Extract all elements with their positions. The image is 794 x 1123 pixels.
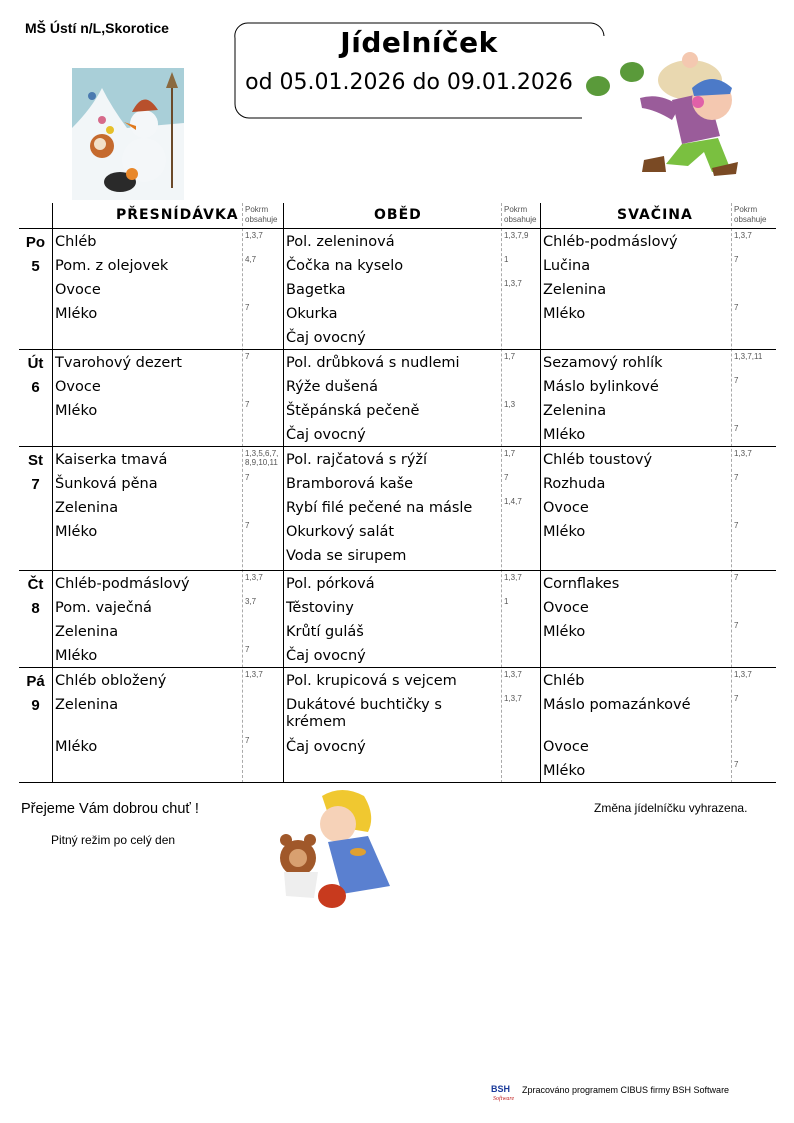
menu-item: Chléb-podmáslový [55, 576, 190, 592]
allergen-codes: 7 [245, 736, 250, 745]
allergen-codes [245, 279, 283, 303]
menu-cell-svacina [543, 448, 728, 544]
menu-item: Čaj ovocný [286, 739, 366, 755]
allergen-codes: 1,3,7 [245, 670, 263, 679]
allergen-cell [504, 449, 542, 569]
menu-item: Sezamový rohlík [543, 355, 663, 371]
allergen-codes: 3,7 [245, 597, 257, 606]
allergen-codes: 7 [734, 573, 739, 582]
menu-item: Okurka [286, 306, 338, 322]
allergen-codes: 1,3,7 [245, 231, 263, 240]
menu-item: Mléko [543, 763, 586, 779]
allergen-cell [245, 231, 283, 327]
drinking-regime-note: Pitný režim po celý den [51, 833, 176, 847]
date-range: od 05.01.2026 do 09.01.2026 [245, 70, 573, 95]
menu-item: Ovoce [543, 739, 589, 755]
allergen-codes: 7 [734, 621, 739, 630]
allergen-cell [734, 231, 772, 327]
menu-item: Rozhuda [543, 476, 606, 492]
allergen-cell [504, 352, 542, 448]
allergen-header: Pokrm obsahuje [734, 205, 767, 224]
allergen-codes: 1,3,7 [734, 449, 752, 458]
allergen-codes: 1 [504, 255, 509, 264]
menu-item: Ovoce [543, 600, 589, 616]
allergen-codes: 7 [734, 760, 739, 769]
good-appetite-wish: Přejeme Vám dobrou chuť ! [21, 801, 199, 817]
allergen-codes: 1,3,7 [245, 573, 263, 582]
menu-item: Mléko [543, 524, 586, 540]
allergen-codes: 7 [245, 521, 250, 530]
menu-item: Pol. drůbková s nudlemi [286, 355, 460, 371]
allergen-cell [504, 573, 542, 669]
day-label [19, 447, 52, 497]
allergen-divider [731, 203, 732, 783]
allergen-codes: 7 [245, 473, 250, 482]
allergen-codes: 1,3,7 [504, 279, 522, 288]
bsh-software-logo [490, 1082, 518, 1102]
menu-item: Štěpánská pečeně [286, 403, 420, 419]
svg-text:Software: Software [493, 1096, 515, 1102]
allergen-codes: 7 [734, 424, 739, 433]
menu-item: Šunková pěna [55, 476, 158, 492]
allergen-codes: 7 [245, 352, 250, 361]
menu-cell-presnidavka [55, 572, 239, 668]
allergen-codes: 1 [504, 597, 509, 606]
allergen-codes [504, 545, 542, 569]
menu-item: Pol. rajčatová s rýží [286, 452, 428, 468]
allergen-codes: 1,3,7 [504, 694, 522, 703]
day-name: Po [25, 234, 46, 251]
menu-item: Ovoce [55, 379, 101, 395]
day-name: St [28, 452, 43, 469]
allergen-header: Pokrm obsahuje [504, 205, 537, 224]
allergen-codes: 1,3,7 [504, 670, 522, 679]
column-header-presnidavka: PŘESNÍDÁVKA [116, 207, 239, 223]
menu-item: Rybí filé pečené na másle [286, 500, 473, 516]
allergen-codes: 1,3,7,9 [504, 231, 529, 240]
menu-item: Ovoce [55, 282, 101, 298]
allergen-codes: 1,3,5,6,7, 8,9,10,11 [245, 449, 279, 467]
column-header-svacina: SVAČINA [617, 207, 693, 223]
column-header-obed: OBĚD [374, 207, 422, 223]
allergen-codes: 7 [734, 303, 739, 312]
allergen-codes [504, 376, 542, 400]
menu-item: Těstoviny [286, 600, 354, 616]
allergen-codes: 7 [734, 694, 739, 703]
column-divider [283, 203, 284, 783]
menu-change-note: Změna jídelníčku vyhrazena. [594, 801, 748, 815]
allergen-cell [245, 670, 283, 760]
allergen-cell [734, 670, 772, 784]
header-divider [19, 228, 776, 229]
allergen-codes [245, 694, 283, 736]
menu-item: Mléko [543, 306, 586, 322]
allergen-codes [504, 303, 542, 327]
day-label [19, 571, 52, 621]
menu-item: Pol. zeleninová [286, 234, 395, 250]
menu-item: Pom. z olejovek [55, 258, 169, 274]
day-date: 7 [31, 476, 40, 493]
menu-item: Pol. pórková [286, 576, 375, 592]
day-label [19, 350, 52, 400]
day-date: 8 [31, 600, 40, 617]
allergen-codes: 7 [734, 473, 739, 482]
allergen-codes: 4,7 [245, 255, 257, 264]
menu-item: Chléb obložený [55, 673, 167, 689]
menu-item: Mléko [55, 524, 98, 540]
allergen-codes [504, 621, 542, 645]
day-column-divider [52, 203, 53, 783]
allergen-cell [245, 573, 283, 669]
menu-item: Okurkový salát [286, 524, 395, 540]
menu-item: Čaj ovocný [286, 427, 366, 443]
menu-cell-obed [286, 230, 498, 350]
allergen-codes [504, 424, 542, 448]
allergen-cell [504, 231, 542, 351]
allergen-divider [501, 203, 502, 783]
menu-cell-svacina [543, 230, 728, 326]
allergen-codes: 1,7 [504, 352, 516, 361]
menu-cell-obed [286, 351, 498, 447]
page-title: Jídelníček [340, 26, 498, 59]
allergen-divider [242, 203, 243, 783]
allergen-codes: 1,3,7,11 [734, 352, 763, 361]
menu-item: Bagetka [286, 282, 346, 298]
menu-item: Rýže dušená [286, 379, 378, 395]
menu-item: Chléb [543, 673, 585, 689]
allergen-codes: 1,4,7 [504, 497, 522, 506]
day-date: 5 [31, 258, 40, 275]
allergen-codes [245, 621, 283, 645]
menu-item: Zelenina [543, 282, 607, 298]
menu-item: Zelenina [55, 697, 119, 713]
menu-item: Čaj ovocný [286, 330, 366, 346]
allergen-cell [734, 449, 772, 545]
allergen-codes: 1,7 [504, 449, 516, 458]
menu-item: Dukátové buchtičky s krémem [286, 697, 442, 730]
menu-item: Mléko [55, 739, 98, 755]
allergen-codes: 7 [245, 303, 250, 312]
menu-item: Voda se sirupem [286, 548, 407, 564]
menu-item: Bramborová kaše [286, 476, 414, 492]
menu-cell-svacina [543, 572, 728, 644]
menu-item: Chléb-podmáslový [543, 234, 678, 250]
menu-cell-presnidavka [55, 448, 239, 544]
menu-cell-svacina [543, 351, 728, 447]
allergen-codes [734, 597, 772, 621]
software-credit: Zpracováno programem CIBUS firmy BSH Software [522, 1085, 730, 1095]
allergen-codes [504, 521, 542, 545]
allergen-cell [245, 352, 283, 424]
menu-cell-presnidavka [55, 669, 239, 759]
allergen-cell [734, 573, 772, 645]
menu-item: Mléko [55, 403, 98, 419]
menu-table [19, 203, 776, 783]
row-divider [19, 570, 776, 571]
girl-feeding-teddy-illustration [272, 786, 402, 912]
allergen-codes: 1,3,7 [734, 670, 752, 679]
allergen-cell [504, 670, 542, 760]
allergen-codes [734, 497, 772, 521]
allergen-codes: 1,3,7 [734, 231, 752, 240]
allergen-codes: 7 [245, 645, 250, 654]
allergen-codes: 1,3,7 [504, 573, 522, 582]
allergen-header: Pokrm obsahuje [245, 205, 278, 224]
menu-item: Pom. vaječná [55, 600, 152, 616]
menu-item: Zelenina [55, 500, 119, 516]
menu-cell-obed [286, 572, 498, 668]
menu-item: Čočka na kyselo [286, 258, 404, 274]
allergen-cell [245, 449, 283, 545]
day-date: 9 [31, 697, 40, 714]
allergen-codes: 1,3 [504, 400, 516, 409]
menu-item: Máslo bylinkové [543, 379, 659, 395]
menu-cell-svacina [543, 669, 728, 783]
menu-item: Zelenina [55, 624, 119, 640]
allergen-codes [245, 497, 283, 521]
allergen-codes: 7 [245, 400, 250, 409]
menu-item: Mléko [55, 648, 98, 664]
menu-item: Chléb toustový [543, 452, 653, 468]
menu-item: Ovoce [543, 500, 589, 516]
day-name: Pá [26, 673, 45, 690]
menu-item: Cornflakes [543, 576, 620, 592]
allergen-codes [504, 327, 542, 351]
menu-item: Mléko [55, 306, 98, 322]
menu-item: Chléb [55, 234, 97, 250]
menu-cell-obed [286, 669, 498, 759]
menu-item: Tvarohový dezert [55, 355, 182, 371]
allergen-codes: 7 [504, 473, 509, 482]
menu-item: Mléko [543, 624, 586, 640]
allergen-codes [245, 376, 283, 400]
day-label [19, 229, 52, 279]
menu-cell-presnidavka [55, 351, 239, 423]
menu-item: Čaj ovocný [286, 648, 366, 664]
menu-item: Krůtí guláš [286, 624, 364, 640]
allergen-codes: 7 [734, 521, 739, 530]
allergen-codes [734, 736, 772, 760]
allergen-codes [504, 736, 542, 760]
day-name: Út [27, 355, 44, 372]
allergen-codes [504, 645, 542, 669]
menu-item: Zelenina [543, 403, 607, 419]
allergen-codes: 7 [734, 376, 739, 385]
menu-cell-obed [286, 448, 498, 568]
menu-item: Lučina [543, 258, 591, 274]
winter-snowman-illustration [72, 68, 184, 200]
school-name: MŠ Ústí n/L,Skorotice [25, 20, 169, 36]
allergen-codes [734, 279, 772, 303]
day-name: Čt [27, 576, 44, 593]
menu-item: Mléko [543, 427, 586, 443]
menu-item: Máslo pomazánkové [543, 697, 691, 713]
svg-text:BSH: BSH [491, 1084, 511, 1094]
running-boy-illustration [580, 40, 740, 182]
day-label [19, 668, 52, 718]
menu-item: Pol. krupicová s vejcem [286, 673, 457, 689]
menu-item: Kaiserka tmavá [55, 452, 168, 468]
allergen-codes: 7 [734, 255, 739, 264]
day-date: 6 [31, 379, 40, 396]
allergen-cell [734, 352, 772, 448]
menu-cell-presnidavka [55, 230, 239, 326]
allergen-codes [734, 400, 772, 424]
